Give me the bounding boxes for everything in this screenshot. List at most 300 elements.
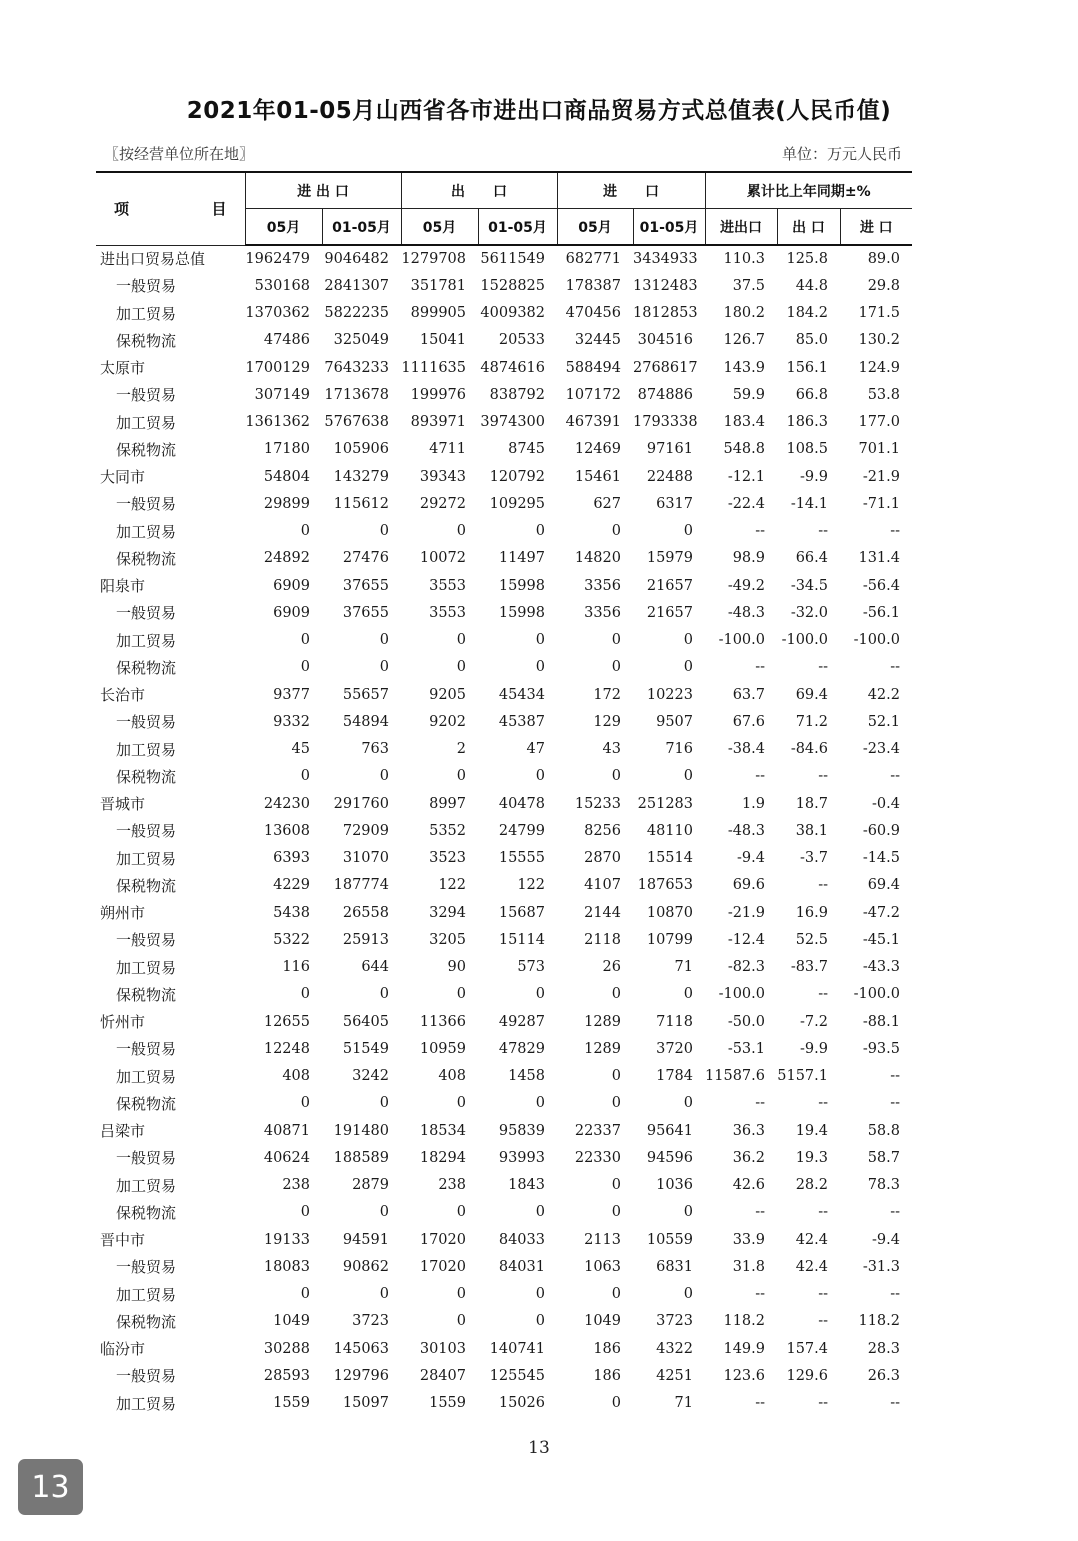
- table-cell: 0: [456, 1204, 466, 1221]
- table-cell: 0: [456, 986, 466, 1003]
- table-cell: 25913: [342, 931, 389, 948]
- table-cell: 307149: [254, 386, 310, 403]
- table-cell: 548.8: [723, 441, 765, 458]
- table-cell: 627: [593, 495, 621, 512]
- table-cell: --: [755, 1395, 765, 1412]
- table-cell: 156.1: [786, 359, 828, 376]
- table-cell: --: [818, 1395, 828, 1412]
- table-cell: 1279708: [401, 251, 466, 268]
- table-cell: 19.3: [795, 1149, 828, 1166]
- table-cell: 0: [300, 632, 310, 649]
- table-cell: 0: [379, 1204, 389, 1221]
- table-cell: -43.3: [862, 959, 900, 976]
- table-cell: 9202: [429, 713, 466, 730]
- trade-type-label: 保税物流: [116, 1094, 177, 1113]
- table-cell: 304516: [637, 332, 693, 349]
- table-cell: 52.5: [795, 931, 828, 948]
- table-cell: 19.4: [795, 1122, 828, 1139]
- region-label: 临汾市: [100, 1340, 146, 1359]
- item-header-right: 目: [211, 200, 227, 219]
- trade-type-label: 加工贸易: [116, 849, 177, 868]
- group-header-export: 出 口: [401, 172, 557, 209]
- table-row: [96, 381, 912, 408]
- table-cell: -3.7: [800, 850, 828, 867]
- table-cell: 71.2: [795, 713, 828, 730]
- trade-type-label: 保税物流: [116, 876, 177, 895]
- table-row: [96, 436, 912, 463]
- region-label: 阳泉市: [100, 577, 146, 596]
- table-cell: 0: [300, 523, 310, 540]
- table-row: [96, 763, 912, 790]
- table-cell: -60.9: [862, 822, 900, 839]
- table-cell: 199976: [410, 386, 466, 403]
- table-cell: 12248: [263, 1040, 310, 1057]
- page-number: 13: [528, 1438, 550, 1458]
- table-cell: 6909: [273, 604, 310, 621]
- table-row: [96, 1199, 912, 1226]
- table-row: [96, 627, 912, 654]
- table-cell: --: [890, 1286, 900, 1303]
- table-cell: 573: [517, 959, 545, 976]
- trade-type-label: 一般贸易: [116, 604, 177, 623]
- table-cell: -32.0: [790, 604, 828, 621]
- table-cell: 36.2: [732, 1149, 765, 1166]
- table-cell: 31070: [342, 850, 389, 867]
- location-note: 〖按经营单位所在地〗: [104, 145, 255, 163]
- table-cell: 763: [361, 741, 389, 758]
- table-cell: 26: [602, 959, 621, 976]
- table-body: [96, 245, 912, 1417]
- group-header-yoy: 累计比上年同期±%: [705, 172, 912, 209]
- table-row: [96, 1253, 912, 1280]
- table-cell: 0: [683, 768, 693, 785]
- table-cell: -100.0: [718, 632, 765, 649]
- table-cell: 238: [438, 1177, 466, 1194]
- table-cell: 67.6: [732, 713, 765, 730]
- subcol-header: 05月: [401, 209, 478, 246]
- table-cell: 118.2: [858, 1313, 900, 1330]
- trade-table: [96, 171, 912, 1417]
- table-cell: 24799: [498, 822, 545, 839]
- table-cell: 11497: [498, 550, 545, 567]
- table-cell: 0: [611, 986, 621, 1003]
- table-row: [96, 409, 912, 436]
- table-cell: 0: [535, 632, 545, 649]
- trade-type-label: 保税物流: [116, 331, 177, 350]
- table-cell: 9332: [273, 713, 310, 730]
- table-cell: 838792: [489, 386, 545, 403]
- table-cell: 186: [593, 1340, 621, 1357]
- table-cell: 63.7: [732, 686, 765, 703]
- table-cell: 180.2: [723, 305, 765, 322]
- table-cell: 0: [456, 1095, 466, 1112]
- table-cell: 0: [456, 1286, 466, 1303]
- table-cell: 15687: [498, 904, 545, 921]
- table-cell: -49.2: [727, 577, 765, 594]
- table-cell: 1289: [584, 1013, 621, 1030]
- table-cell: 71: [674, 1395, 693, 1412]
- table-cell: 59.9: [732, 386, 765, 403]
- table-cell: 0: [611, 768, 621, 785]
- table-cell: 15514: [646, 850, 693, 867]
- table-cell: 0: [300, 768, 310, 785]
- table-cell: 22330: [574, 1149, 621, 1166]
- region-label: 太原市: [100, 359, 146, 378]
- table-cell: 22337: [574, 1122, 621, 1139]
- table-cell: 10959: [419, 1040, 466, 1057]
- table-cell: 184.2: [786, 305, 828, 322]
- table-cell: 3553: [429, 604, 466, 621]
- table-cell: 5822235: [324, 305, 389, 322]
- table-row: [96, 327, 912, 354]
- table-row: [96, 790, 912, 817]
- group-header-total: 进 出 口: [245, 172, 401, 209]
- table-cell: 1049: [273, 1313, 310, 1330]
- table-cell: 0: [611, 523, 621, 540]
- table-cell: 874886: [637, 386, 693, 403]
- table-cell: 0: [611, 1204, 621, 1221]
- table-cell: 45387: [498, 713, 545, 730]
- table-cell: 72909: [342, 822, 389, 839]
- trade-type-label: 保税物流: [116, 1203, 177, 1222]
- table-cell: -71.1: [862, 495, 900, 512]
- trade-type-label: 保税物流: [116, 549, 177, 568]
- table-cell: 467391: [565, 414, 621, 431]
- table-cell: 3205: [429, 931, 466, 948]
- table-cell: 1361362: [245, 414, 310, 431]
- table-cell: 0: [535, 768, 545, 785]
- table-cell: 716: [665, 741, 693, 758]
- table-cell: 15026: [498, 1395, 545, 1412]
- table-cell: 188589: [333, 1149, 389, 1166]
- table-cell: 84031: [498, 1258, 545, 1275]
- table-cell: 18294: [419, 1149, 466, 1166]
- table-row: [96, 572, 912, 599]
- unit-note: 单位：万元人民币: [781, 145, 902, 163]
- table-cell: 18083: [263, 1258, 310, 1275]
- table-cell: 408: [438, 1068, 466, 1085]
- table-cell: 129796: [333, 1367, 389, 1384]
- table-cell: 40478: [498, 795, 545, 812]
- table-cell: 899905: [410, 305, 466, 322]
- table-cell: 40624: [263, 1149, 310, 1166]
- table-cell: --: [818, 1286, 828, 1303]
- table-cell: 90: [447, 959, 466, 976]
- table-cell: 0: [683, 523, 693, 540]
- table-cell: 2870: [584, 850, 621, 867]
- table-cell: 52.1: [867, 713, 900, 730]
- table-cell: 42.4: [795, 1231, 828, 1248]
- table-cell: 0: [611, 1286, 621, 1303]
- region-label: 长治市: [100, 686, 146, 705]
- table-cell: 129: [593, 713, 621, 730]
- table-cell: --: [890, 523, 900, 540]
- table-cell: 171.5: [858, 305, 900, 322]
- table-cell: 0: [683, 986, 693, 1003]
- table-cell: 0: [300, 1095, 310, 1112]
- table-cell: 186: [593, 1367, 621, 1384]
- table-cell: 143279: [333, 468, 389, 485]
- table-row: [96, 954, 912, 981]
- table-cell: 0: [535, 1286, 545, 1303]
- table-cell: 98.9: [732, 550, 765, 567]
- subcol-header: 进 口: [840, 209, 912, 246]
- table-cell: --: [890, 1204, 900, 1221]
- table-cell: -82.3: [727, 959, 765, 976]
- table-cell: 33.9: [732, 1231, 765, 1248]
- table-cell: --: [755, 659, 765, 676]
- table-cell: 66.4: [795, 550, 828, 567]
- table-row: [96, 654, 912, 681]
- table-cell: 8256: [584, 822, 621, 839]
- trade-type-label: 一般贸易: [116, 386, 177, 405]
- subcol-header: 01-05月: [478, 209, 557, 246]
- table-cell: 0: [379, 523, 389, 540]
- table-cell: 21657: [646, 604, 693, 621]
- table-cell: 16.9: [795, 904, 828, 921]
- table-row: [96, 1390, 912, 1417]
- table-cell: 10799: [646, 931, 693, 948]
- table-cell: 143.9: [723, 359, 765, 376]
- table-cell: --: [890, 768, 900, 785]
- table-row: [96, 1063, 912, 1090]
- table-cell: 682771: [565, 251, 621, 268]
- table-cell: 325049: [333, 332, 389, 349]
- table-cell: 69.4: [795, 686, 828, 703]
- table-cell: 1700129: [245, 359, 310, 376]
- table-cell: 29272: [419, 495, 466, 512]
- table-row: [96, 1090, 912, 1117]
- table-cell: 0: [456, 1313, 466, 1330]
- table-cell: 44.8: [795, 277, 828, 294]
- table-cell: 1049: [584, 1313, 621, 1330]
- table-cell: 38.1: [795, 822, 828, 839]
- trade-type-label: 保税物流: [116, 440, 177, 459]
- table-row: [96, 272, 912, 299]
- table-cell: 4009382: [480, 305, 545, 322]
- table-cell: 1312483: [633, 277, 698, 294]
- table-cell: 30288: [263, 1340, 310, 1357]
- table-cell: 109295: [489, 495, 545, 512]
- table-cell: 0: [683, 659, 693, 676]
- table-cell: --: [755, 768, 765, 785]
- table-cell: -12.4: [727, 931, 765, 948]
- table-row: [96, 1008, 912, 1035]
- table-cell: 0: [683, 1204, 693, 1221]
- table-cell: 701.1: [858, 441, 900, 458]
- subcol-header: 05月: [557, 209, 633, 246]
- table-cell: 1713678: [324, 386, 389, 403]
- table-cell: 530168: [254, 277, 310, 294]
- table-cell: --: [755, 1204, 765, 1221]
- table-cell: 0: [456, 632, 466, 649]
- table-cell: 97161: [646, 441, 693, 458]
- table-row: [96, 1226, 912, 1253]
- table-cell: 17180: [263, 441, 310, 458]
- table-cell: 4322: [656, 1340, 693, 1357]
- table-cell: 0: [611, 659, 621, 676]
- table-row: [96, 1144, 912, 1171]
- subcol-header: 01-05月: [322, 209, 401, 246]
- table-cell: 37655: [342, 604, 389, 621]
- table-cell: 15233: [574, 795, 621, 812]
- table-cell: 47: [526, 741, 545, 758]
- table-cell: 123.6: [723, 1367, 765, 1384]
- table-cell: -31.3: [862, 1258, 900, 1275]
- table-row: [96, 981, 912, 1008]
- table-cell: -53.1: [727, 1040, 765, 1057]
- table-cell: -88.1: [862, 1013, 900, 1030]
- table-cell: --: [890, 1095, 900, 1112]
- table-cell: 0: [456, 523, 466, 540]
- table-cell: 24230: [263, 795, 310, 812]
- table-cell: 9205: [429, 686, 466, 703]
- table-cell: 0: [535, 523, 545, 540]
- table-cell: 2: [456, 741, 466, 758]
- trade-type-label: 加工贸易: [116, 304, 177, 323]
- table-cell: 22488: [646, 468, 693, 485]
- table-cell: 3974300: [480, 414, 545, 431]
- trade-type-label: 一般贸易: [116, 1149, 177, 1168]
- trade-type-label: 保税物流: [116, 767, 177, 786]
- table-cell: 2768617: [633, 359, 698, 376]
- group-header-import: 进 口: [557, 172, 705, 209]
- table-row: [96, 899, 912, 926]
- table-cell: 15979: [646, 550, 693, 567]
- table-cell: 105906: [333, 441, 389, 458]
- table-cell: 5767638: [324, 414, 389, 431]
- table-cell: 0: [611, 632, 621, 649]
- table-cell: 0: [379, 632, 389, 649]
- region-label: 吕梁市: [100, 1122, 146, 1141]
- table-cell: 10072: [419, 550, 466, 567]
- table-cell: 893971: [410, 414, 466, 431]
- trade-type-label: 一般贸易: [116, 1258, 177, 1277]
- table-cell: -14.1: [790, 495, 828, 512]
- table-cell: 18.7: [795, 795, 828, 812]
- table-header: [96, 172, 912, 245]
- table-cell: --: [818, 1313, 828, 1330]
- table-cell: --: [818, 659, 828, 676]
- region-label: 进出口贸易总值: [100, 250, 206, 269]
- table-cell: 37655: [342, 577, 389, 594]
- table-cell: 1793338: [633, 414, 698, 431]
- table-cell: 5352: [429, 822, 466, 839]
- table-cell: 129.6: [786, 1367, 828, 1384]
- table-cell: 1559: [429, 1395, 466, 1412]
- table-cell: 27476: [342, 550, 389, 567]
- page-title: 2021年01-05月山西省各市进出口商品贸易方式总值表(人民币值): [186, 98, 892, 124]
- table-cell: 0: [535, 1313, 545, 1330]
- table-row: [96, 599, 912, 626]
- table-cell: 107172: [565, 386, 621, 403]
- table-row: [96, 545, 912, 572]
- table-cell: 130.2: [858, 332, 900, 349]
- table-cell: --: [818, 523, 828, 540]
- table-cell: 3723: [352, 1313, 389, 1330]
- region-label: 大同市: [100, 468, 146, 487]
- trade-type-label: 加工贸易: [116, 1176, 177, 1195]
- table-cell: 0: [683, 632, 693, 649]
- table-cell: 1.9: [741, 795, 765, 812]
- table-cell: 5438: [273, 904, 310, 921]
- table-cell: --: [755, 1095, 765, 1112]
- table-row: [96, 817, 912, 844]
- trade-type-label: 加工贸易: [116, 522, 177, 541]
- table-cell: 0: [535, 1095, 545, 1112]
- table-cell: 10559: [646, 1231, 693, 1248]
- table-cell: 2144: [584, 904, 621, 921]
- table-cell: 1458: [508, 1068, 545, 1085]
- table-cell: -34.5: [790, 577, 828, 594]
- table-cell: 0: [683, 1095, 693, 1112]
- table-cell: 28593: [263, 1367, 310, 1384]
- trade-type-label: 加工贸易: [116, 413, 177, 432]
- table-cell: 470456: [565, 305, 621, 322]
- table-cell: 3434933: [633, 251, 698, 268]
- table-cell: 3523: [429, 850, 466, 867]
- table-cell: 238: [282, 1177, 310, 1194]
- table-cell: 6909: [273, 577, 310, 594]
- table-row: [96, 1335, 912, 1362]
- table-cell: 172: [593, 686, 621, 703]
- table-cell: 31.8: [732, 1258, 765, 1275]
- table-cell: 47486: [263, 332, 310, 349]
- trade-type-label: 保税物流: [116, 1312, 177, 1331]
- table-cell: --: [755, 1286, 765, 1303]
- table-cell: 178387: [565, 277, 621, 294]
- trade-type-label: 加工贸易: [116, 1285, 177, 1304]
- table-cell: 18534: [419, 1122, 466, 1139]
- table-cell: 291760: [333, 795, 389, 812]
- table-cell: 5611549: [480, 251, 545, 268]
- trade-type-label: 加工贸易: [116, 631, 177, 650]
- table-cell: 58.7: [867, 1149, 900, 1166]
- table-row: [96, 681, 912, 708]
- table-cell: -100.0: [853, 632, 900, 649]
- table-cell: 0: [300, 659, 310, 676]
- table-cell: 1784: [656, 1068, 693, 1085]
- table-cell: 24892: [263, 550, 310, 567]
- table-cell: 183.4: [723, 414, 765, 431]
- table-cell: -21.9: [727, 904, 765, 921]
- table-cell: 1289: [584, 1040, 621, 1057]
- table-cell: 49287: [498, 1013, 545, 1030]
- table-row: [96, 518, 912, 545]
- table-cell: 1812853: [633, 305, 698, 322]
- table-row: [96, 1281, 912, 1308]
- page-indicator-badge[interactable]: 13: [18, 1459, 83, 1515]
- table-cell: 2113: [584, 1231, 621, 1248]
- table-cell: 26558: [342, 904, 389, 921]
- table-cell: -7.2: [800, 1013, 828, 1030]
- table-cell: 0: [379, 1095, 389, 1112]
- item-header: [96, 172, 245, 245]
- table-cell: 29899: [263, 495, 310, 512]
- table-cell: 45: [291, 741, 310, 758]
- table-cell: -93.5: [862, 1040, 900, 1057]
- table-cell: 43: [602, 741, 621, 758]
- table-cell: 47829: [498, 1040, 545, 1057]
- table-cell: 36.3: [732, 1122, 765, 1139]
- table-cell: 588494: [565, 359, 621, 376]
- table-cell: -9.4: [737, 850, 765, 867]
- trade-type-label: 一般贸易: [116, 1367, 177, 1386]
- table-cell: 30103: [419, 1340, 466, 1357]
- table-cell: 51549: [342, 1040, 389, 1057]
- table-cell: 9507: [656, 713, 693, 730]
- region-label: 忻州市: [100, 1013, 146, 1032]
